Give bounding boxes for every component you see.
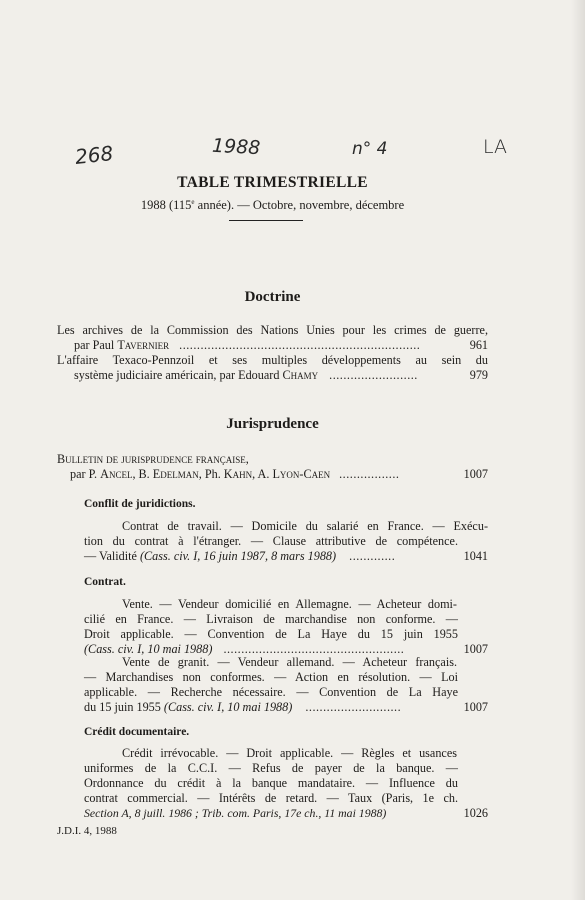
leader-dots: ......................... <box>329 368 418 382</box>
case-citation-line <box>84 806 488 821</box>
case-text: — Validité <box>84 549 140 563</box>
doctrine-entry <box>57 353 488 383</box>
section-heading-jurisprudence: Jurisprudence <box>226 416 319 432</box>
handwritten-note-year: 1988 <box>211 134 261 160</box>
entry-page-number: 1007 <box>463 467 488 481</box>
case-text-line: Contrat de travail. — Domicile du salarié en France. — Exécu- <box>122 519 488 533</box>
subsection-heading: Conflit de juridictions. <box>84 498 196 510</box>
bulletin-entry <box>57 452 488 482</box>
bulletin-title: Bulletin de jurisprudence française, <box>57 452 249 466</box>
author: Lyon-Caen <box>272 467 331 481</box>
case-citation: (Cass. civ. I, 10 mai 1988) <box>163 700 293 714</box>
entry-page-number: 1026 <box>463 806 488 820</box>
case-text-line: — Marchandises non conformes. — Action en résolution. — Loi <box>84 670 458 684</box>
entry-page-number: 1041 <box>463 549 488 563</box>
entry-page-number: 1007 <box>463 642 488 656</box>
case-citation: Section A, 8 juill. 1986 ; Trib. com. Paris, 17e ch., 11 mai 1988) <box>84 806 387 820</box>
case-text-line: Ordonnance du crédit à la banque mandataire. — Influence du <box>84 776 458 790</box>
handwritten-note-issue: n° 4 <box>352 139 388 159</box>
entry-page-number: 961 <box>469 338 488 352</box>
case-text: du 15 juin 1955 <box>84 700 164 714</box>
author-initial: B. <box>138 467 153 481</box>
leader-dots: .................................................................... <box>179 338 421 352</box>
page-footer: J.D.I. 4, 1988 <box>57 825 117 837</box>
handwritten-note-initials: LA <box>483 136 508 158</box>
case-text-line: uniformes de la C.C.I. — Refus de payer de la banque. — <box>84 761 458 775</box>
case-citation-line <box>84 549 488 564</box>
case-entry <box>84 519 488 564</box>
entry-title-line: L'affaire Texaco-Pennzoil et ses multiples développements au sein du <box>57 353 488 367</box>
case-text-line: Crédit irrévocable. — Droit applicable. — Règles et usances <box>122 746 457 760</box>
author-initial: Ph. <box>204 467 224 481</box>
handwritten-note-left: 268 <box>73 141 115 169</box>
subsection-heading: Contrat. <box>84 576 126 588</box>
author-initial: A. <box>257 467 273 481</box>
section-heading-doctrine: Doctrine <box>244 289 301 305</box>
page-subtitle <box>0 198 545 213</box>
entry-author-line <box>57 338 488 353</box>
page-title: TABLE TRIMESTRIELLE <box>177 174 368 191</box>
case-text-line: applicable. — Recherche nécessaire. — Convention de La Haye <box>84 685 458 699</box>
doctrine-entry <box>57 323 488 353</box>
leader-dots: ............. <box>349 549 396 563</box>
case-text-line: cilié en France. — Livraison de marchandise non conforme. — <box>84 612 458 626</box>
entry-page-number: 1007 <box>463 700 488 714</box>
subtitle-year: 1988 (115 <box>140 198 192 212</box>
author: Kahn <box>223 467 253 481</box>
entry-title-line: Les archives de la Commission des Nations Unies pour les crimes de guerre, <box>57 323 488 337</box>
leader-dots: ................................................... <box>223 642 405 656</box>
author: Edelman <box>152 467 199 481</box>
case-citation-line <box>84 700 488 715</box>
case-text-line: Vente de granit. — Vendeur allemand. — Acheteur français. <box>122 655 457 669</box>
case-entry <box>84 655 488 715</box>
entry-author-prefix: par Paul <box>74 338 118 352</box>
author: Ancel <box>100 467 133 481</box>
case-text-line: Droit applicable. — Convention de La Haye du 15 juin 1955 <box>84 627 458 641</box>
case-text-line: tion du contrat à l'étranger. — Clause attributive de compétence. <box>84 534 458 548</box>
title-divider <box>229 220 303 221</box>
entry-page-number: 979 <box>469 368 488 382</box>
entry-author: Tavernier <box>117 338 170 352</box>
case-text-line: Vente. — Vendeur domicilié en Allemagne. — Acheteur domi- <box>122 597 457 611</box>
subsection-heading: Crédit documentaire. <box>84 726 190 738</box>
case-citation: (Cass. civ. I, 16 juin 1987, 8 mars 1988) <box>139 549 337 563</box>
case-entry <box>84 746 488 821</box>
subtitle-months: année). — Octobre, novembre, décembre <box>194 198 405 212</box>
page-edge-shadow <box>571 0 585 900</box>
entry-author: Chamy <box>282 368 319 382</box>
case-citation: (Cass. civ. I, 10 mai 1988) <box>84 642 213 656</box>
bulletin-authors-line: par P. Ancel, B. Edelman, Ph. Kahn, A. Lyon-Caen ................. 1007 <box>70 467 488 481</box>
leader-dots: ........................... <box>305 700 402 714</box>
case-entry <box>84 597 488 657</box>
entry-author-prefix: système judiciaire américain, par Edouard <box>74 368 283 382</box>
authors-prefix: par P. <box>70 467 101 481</box>
leader-dots: ................. <box>339 467 400 481</box>
entry-author-line <box>57 368 488 383</box>
case-text-line: contrat commercial. — Intérêts de retard. — Taux (Paris, 1e ch. <box>84 791 458 805</box>
subtitle-superscript: e <box>191 197 195 206</box>
